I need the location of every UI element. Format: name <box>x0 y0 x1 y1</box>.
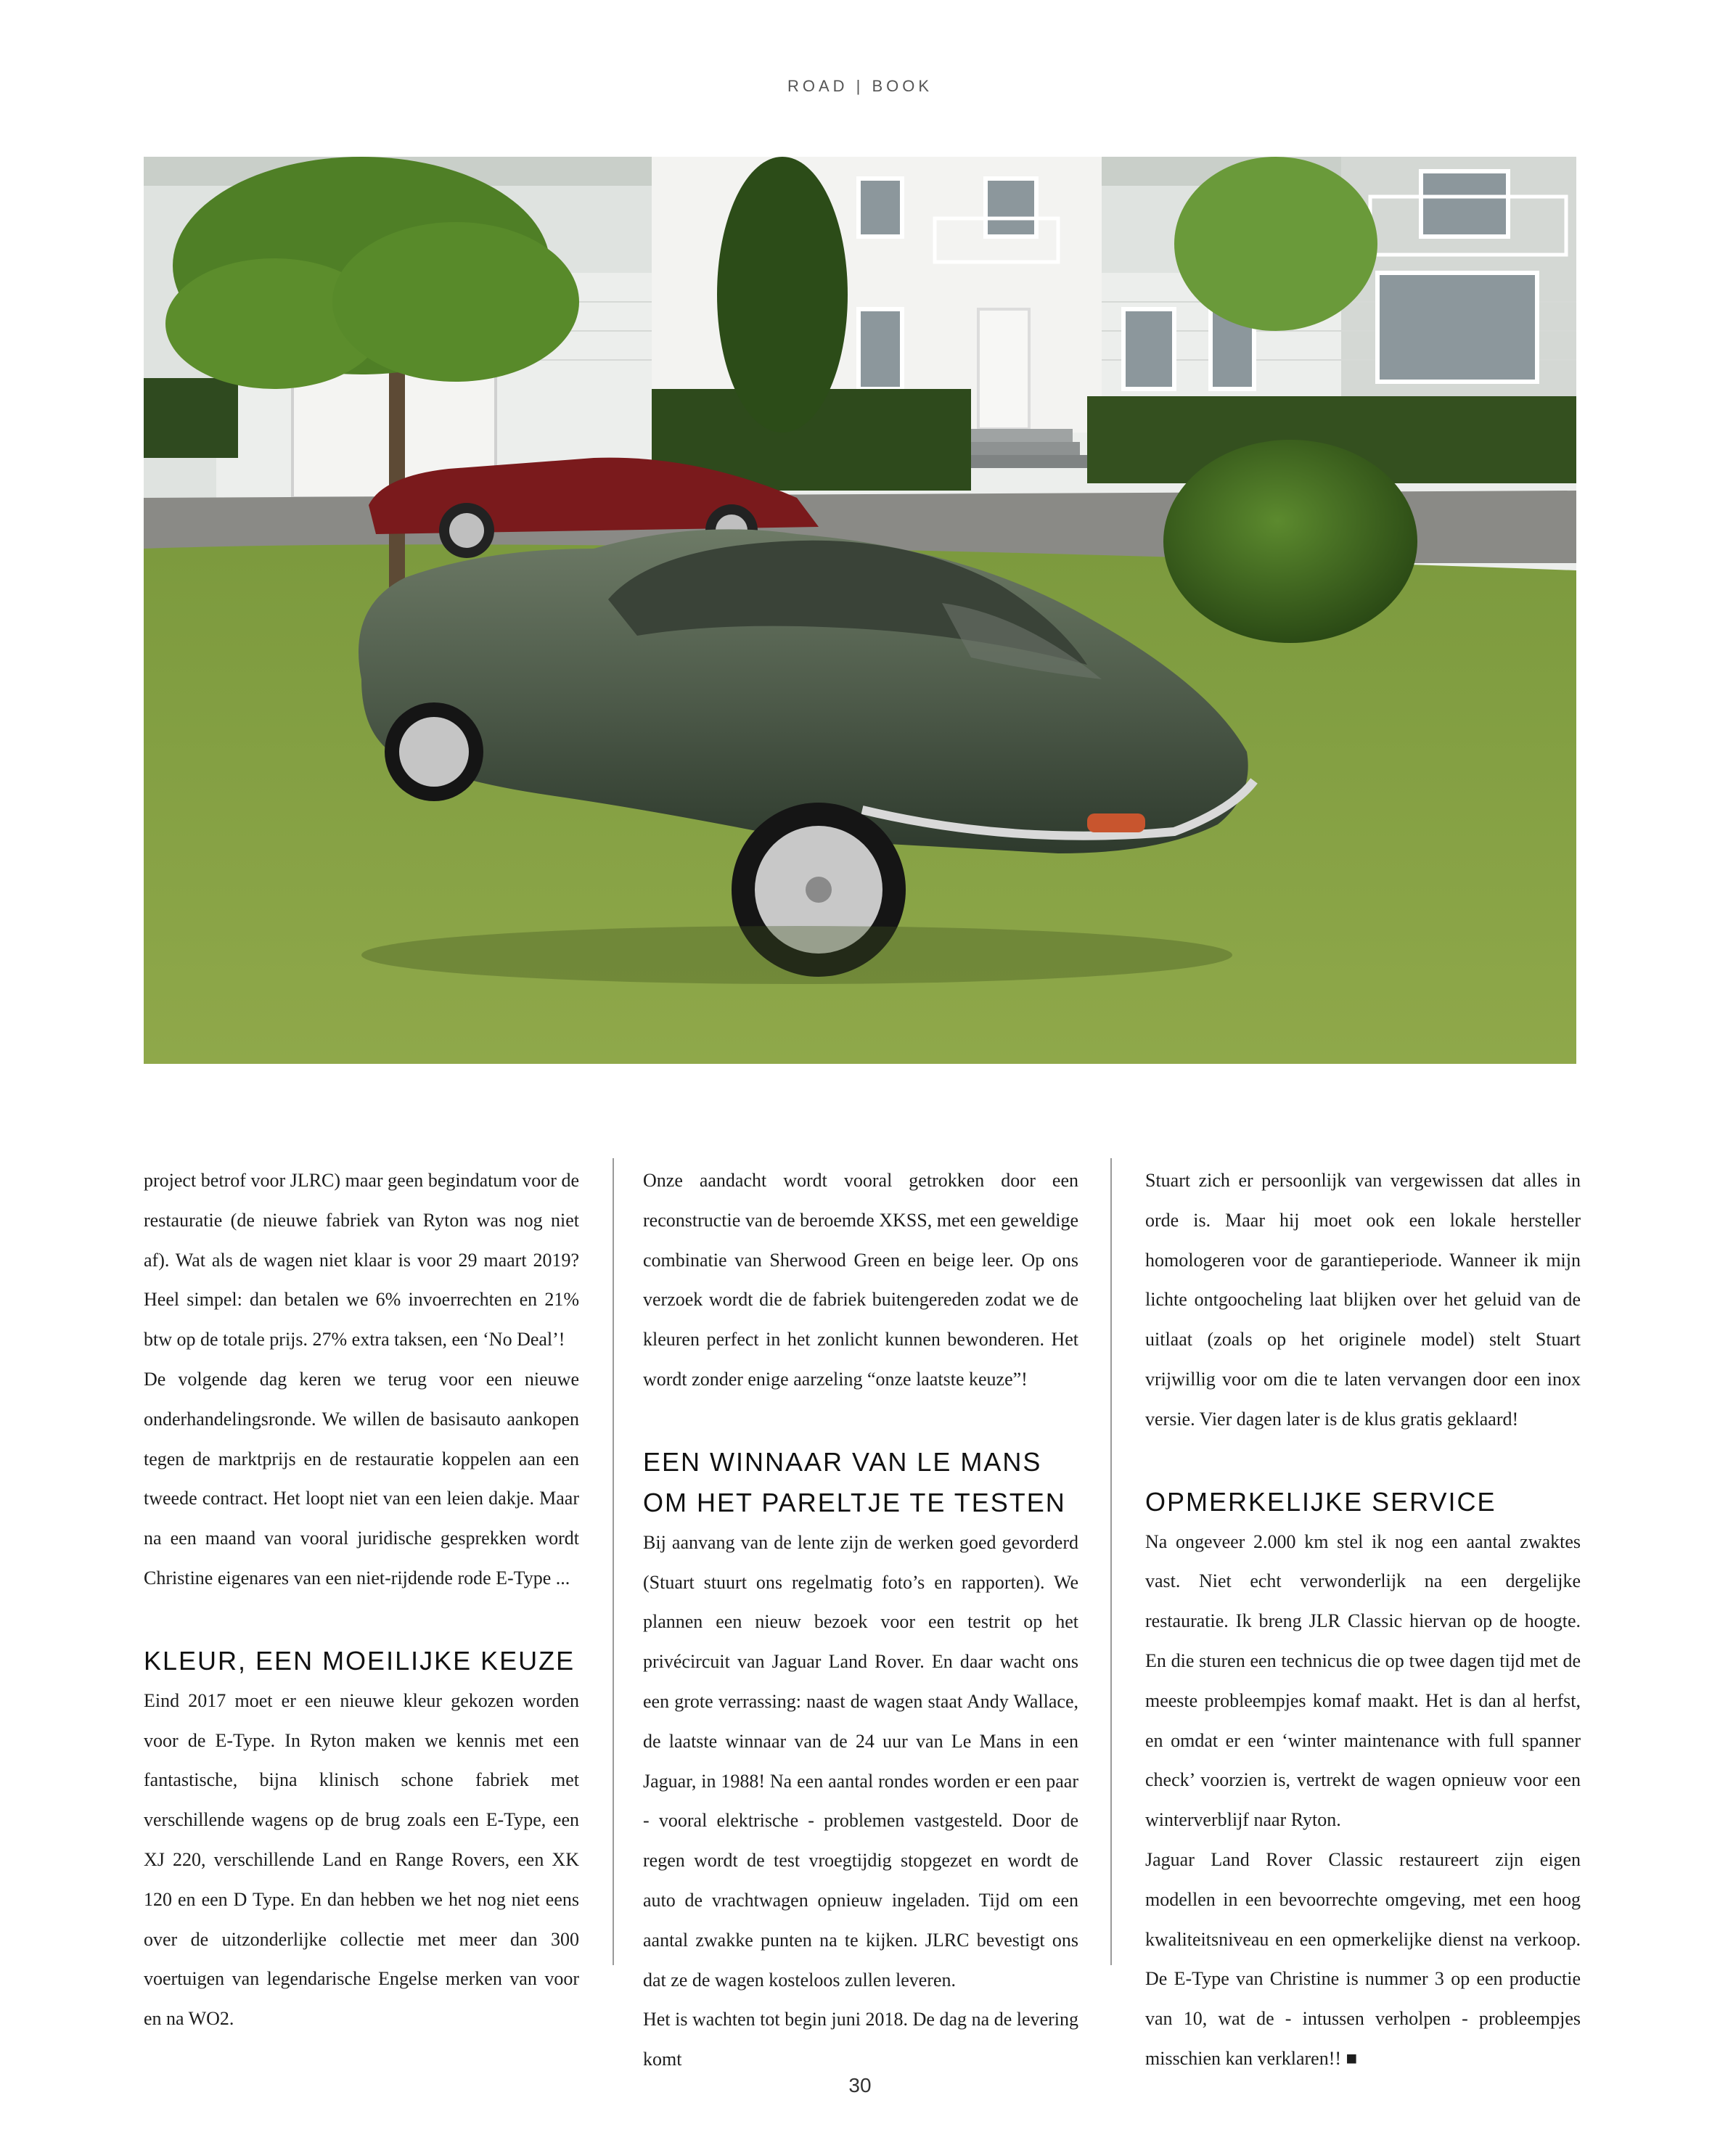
column-right <box>1145 1161 1581 2079</box>
paragraph: Na ongeveer 2.000 km stel ik nog een aantal zwaktes vast. Niet echt verwonderlijk na een dergelijke restauratie. Ik breng JLR Classic hiervan op de hoogte. En die sturen een technicus die op twee dagen tijd met de meeste probleempjes komaf maakt. Het is dan al herfst, en omdat er een ‘winter maintenance with full spanner check’ voorzien is, vertrekt de wagen opnieuw voor een winterverblijf naar Ryton. <box>1145 1530 1581 1831</box>
paragraph: Stuart zich er persoonlijk van vergewissen dat alles in orde is. Maar hij moet ook een lokale hersteller homologeren voor de garantieperiode. Wanneer ik mijn lichte ontgoocheling laat blijken over het geluid van de uitlaat (zoals op het originele model) stelt Stuart vrijwillig voor om die te laten vervangen door een inox versie. Vier dagen later is de klus gratis geklaard! <box>1145 1170 1581 1430</box>
paragraph: Eind 2017 moet er een nieuwe kleur gekozen worden voor de E-Type. In Ryton maken we kennis met een fantastische, bijna klinisch schone fabriek met verschillende wagens op de brug zoals een E-Type, een XJ 220, verschillende Land en Range Rovers, een XK 120 en een D Type. En dan hebben we het nog niet eens over de uitzonderlijke collectie met meer dan 300 voertuigen van legendarische Engelse merken van voor en na WO2. <box>144 1689 579 2030</box>
paragraph: De volgende dag keren we terug voor een nieuwe onderhandelingsronde. We willen de basisauto aankopen tegen de marktprijs en de restauratie koppelen aan een tweede contract. Het loopt niet van een leien dakje. Maar na een maand van vooral juridische gesprekken wordt Christine eigenares van een niet-rijdende rode E-Type ... <box>144 1368 579 1589</box>
section-heading: EEN WINNAAR VAN LE MANS OM HET PARELTJE TE TESTEN <box>643 1446 1066 1517</box>
paragraph: Het is wachten tot begin juni 2018. De dag na de levering komt <box>643 2009 1078 2070</box>
column-middle <box>643 1161 1078 2080</box>
paragraph: Bij aanvang van de lente zijn de werken goed gevorderd (Stuart stuurt ons regelmatig foto’s en rapporten). We plannen een nieuw bezoek voor een testrit op het privécircuit van Jaguar Land Rover. En daar wacht ons een grote verrassing: naast de wagen staat Andy Wallace, de laatste winnaar van de 24 uur van Le Mans in een Jaguar, in 1988! Na een aantal rondes worden er een paar - vooral elektrische - problemen vastgesteld. Door de regen wordt de test vroegtijdig stopgezet en wordt de auto de vrachtwagen opnieuw ingeladen. Tijd om een aantal zwakke punten na te kijken. JLRC bevestigt ons dat ze de wagen kosteloos zullen leveren. <box>643 1531 1078 1991</box>
running-head: ROAD | BOOK <box>787 77 933 95</box>
page-number: 30 <box>848 2074 872 2096</box>
jaguar-e-type-photo <box>144 157 1576 1064</box>
section-heading: KLEUR, EEN MOEILIJKE KEUZE <box>144 1645 576 1676</box>
column-left <box>144 1161 579 2039</box>
column-divider <box>1110 1158 1112 1965</box>
paragraph: Jaguar Land Rover Classic restaureert zijn eigen modellen in een bevoorrechte omgeving, met een hoog kwaliteitsniveau en een opmerkelijke dienst na verkoop. De E-Type van Christine is nummer 3 op een productie van 10, wat de - intussen verholpen - probleempjes misschien kan verklaren!! ■ <box>1145 1848 1581 2069</box>
section-heading: OPMERKELIJKE SERVICE <box>1145 1486 1496 1517</box>
paragraph: project betrof voor JLRC) maar geen begindatum voor de restauratie (de nieuwe fabriek van Ryton was nog niet af). Wat als de wagen niet klaar is voor 29 maart 2019? Heel simpel: dan betalen we 6% invoerrechten en 21% btw op de totale prijs. 27% extra taksen, een ‘No Deal’! <box>144 1170 579 1350</box>
paragraph: Onze aandacht wordt vooral getrokken door een reconstructie van de beroemde XKSS, met een geweldige combinatie van Sherwood Green en beige leer. Op ons verzoek wordt die de fabriek buitengereden zodat we de kleuren perfect in het zonlicht kunnen bewonderen. Het wordt zonder enige aarzeling “onze laatste keuze”! <box>643 1170 1078 1390</box>
column-divider <box>613 1158 614 1965</box>
